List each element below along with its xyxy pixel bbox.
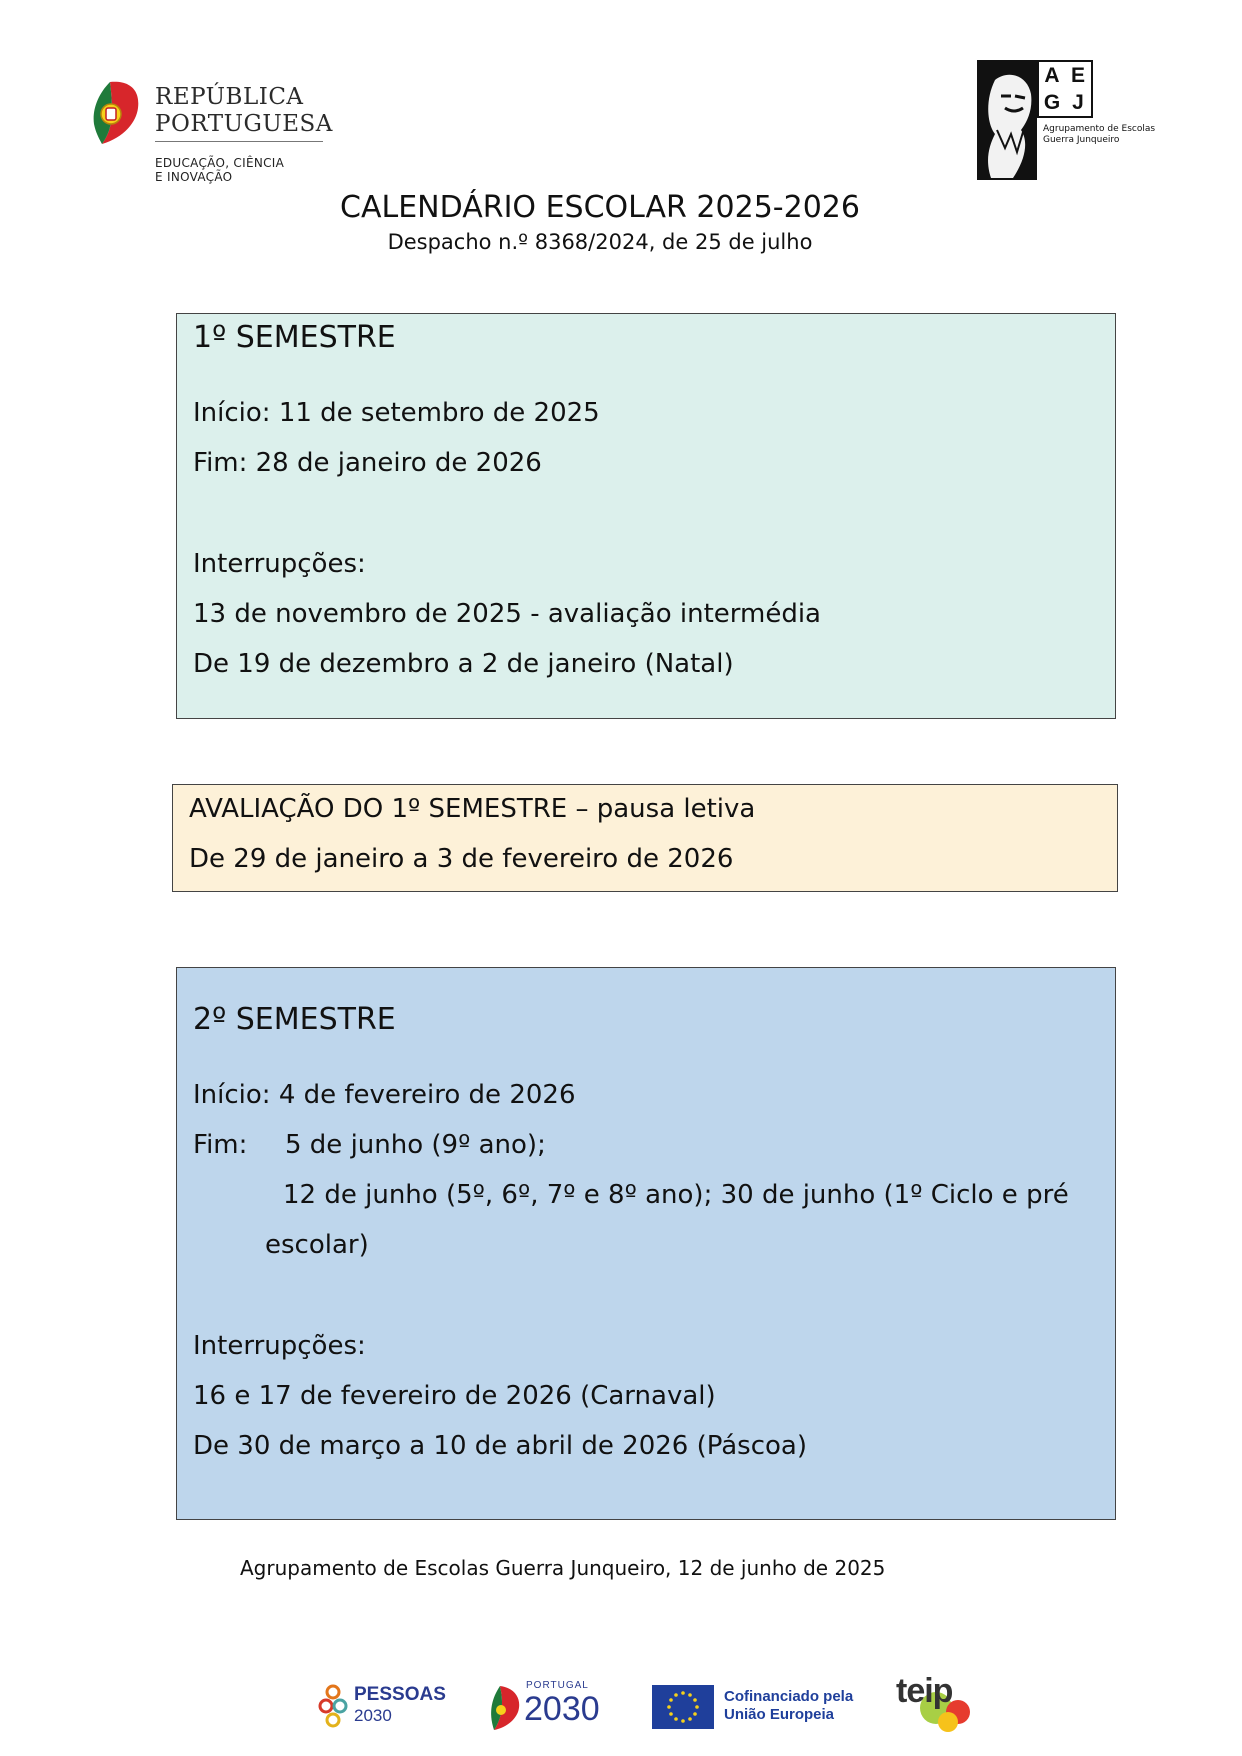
republica-portuguesa-logo	[92, 80, 332, 190]
teip-label: teip	[896, 1672, 953, 1710]
republica-portuguesa-name	[155, 84, 333, 138]
page-subtitle: Despacho n.º 8368/2024, de 25 de julho	[387, 230, 813, 254]
semester-1-start: Início: 11 de setembro de 2025	[193, 398, 600, 428]
eu-label-line-1: Cofinanciado pela	[724, 1688, 854, 1705]
semester-2-end-date: 12 de junho (5º, 6º, 7º e 8º ano); 30 de junho (1º Ciclo e pré	[283, 1180, 1069, 1210]
semester-2-start: Início: 4 de fevereiro de 2026	[193, 1080, 576, 1110]
portuguesa-line: PORTUGUESA	[155, 111, 333, 137]
logo-divider	[155, 141, 323, 142]
school-logo-caption	[1043, 124, 1155, 146]
ministry-line-2: E INOVAÇÃO	[155, 170, 233, 184]
semester-2-box	[176, 967, 1116, 1520]
evaluation-period: De 29 de janeiro a 3 de fevereiro de 2026	[189, 844, 734, 874]
semester-1-box	[176, 313, 1116, 719]
portugal-label: PORTUGAL	[526, 1680, 589, 1691]
semester-1-end: Fim: 28 de janeiro de 2026	[193, 448, 542, 478]
page-title: CALENDÁRIO ESCOLAR 2025-2026	[340, 190, 860, 225]
aegj-school-logo	[977, 60, 1177, 182]
portugal-year: 2030	[524, 1690, 600, 1728]
semester-2-interruption: 16 e 17 de fevereiro de 2026 (Carnaval)	[193, 1381, 716, 1411]
pessoas-year: 2030	[354, 1706, 392, 1725]
logo-letter: G	[1043, 90, 1061, 114]
semester-2-end-label: Fim:	[193, 1130, 248, 1160]
semester-2-end-date: escolar)	[265, 1230, 369, 1260]
logo-letter: A	[1044, 63, 1060, 87]
portugal-2030-logo	[488, 1680, 610, 1732]
caption-line-2: Guerra Junqueiro	[1043, 135, 1120, 145]
aegj-letters-grid	[1037, 60, 1093, 118]
semester-2-end-date: 5 de junho (9º ano);	[285, 1130, 546, 1160]
pessoas-2030-logo	[318, 1680, 448, 1730]
semester-1-interruption: De 19 de dezembro a 2 de janeiro (Natal)	[193, 649, 734, 679]
semester-2-interruptions-label: Interrupções:	[193, 1331, 366, 1361]
ministry-name	[155, 156, 284, 184]
eu-cofinancing-logo	[652, 1684, 858, 1730]
teip-logo	[892, 1672, 982, 1736]
portugal-symbol-icon	[488, 1684, 522, 1730]
evaluation-heading: AVALIAÇÃO DO 1º SEMESTRE – pausa letiva	[189, 794, 756, 824]
portugal-flag-icon	[92, 80, 140, 146]
caption-line-1: Agrupamento de Escolas	[1043, 124, 1156, 134]
eu-flag-icon	[652, 1685, 714, 1729]
eu-label-line-2: União Europeia	[724, 1706, 835, 1723]
logo-letter: J	[1072, 90, 1084, 114]
semester-2-heading: 2º SEMESTRE	[193, 1002, 396, 1037]
republica-line: REPÚBLICA	[155, 84, 304, 110]
pessoas-symbol-icon	[318, 1684, 348, 1728]
footer-note: Agrupamento de Escolas Guerra Junqueiro, 12 de junho de 2025	[240, 1556, 886, 1580]
pessoas-label: PESSOAS	[354, 1684, 446, 1705]
evaluation-box	[172, 784, 1118, 892]
semester-1-heading: 1º SEMESTRE	[193, 320, 396, 355]
ministry-line-1: EDUCAÇÃO, CIÊNCIA	[155, 156, 285, 170]
portrait-icon	[977, 60, 1037, 180]
semester-1-interruptions-label: Interrupções:	[193, 549, 366, 579]
semester-2-interruption: De 30 de março a 10 de abril de 2026 (Páscoa)	[193, 1431, 807, 1461]
logo-letter: E	[1070, 63, 1085, 87]
semester-1-interruption: 13 de novembro de 2025 - avaliação intermédia	[193, 599, 821, 629]
